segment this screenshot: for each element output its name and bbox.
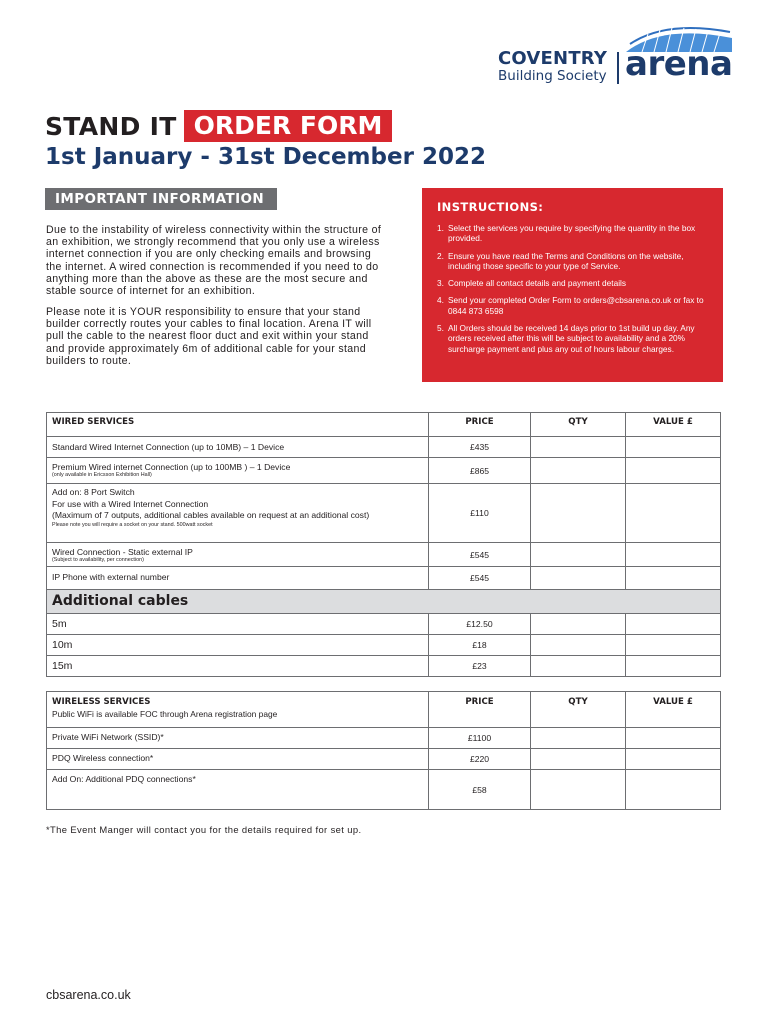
wireless-public-wifi-note: Public WiFi is available FOC through Arena registration page <box>52 709 278 719</box>
instructions-list <box>437 223 709 354</box>
value-column-header: VALUE £ <box>626 692 721 728</box>
price-column-header: PRICE <box>429 413 531 437</box>
service-price: £110 <box>429 484 531 543</box>
instructions-box <box>422 188 723 382</box>
table-row <box>47 770 721 810</box>
additional-cables-heading: Additional cables <box>47 590 721 614</box>
wired-header-row <box>47 413 721 437</box>
value-cell[interactable] <box>626 543 721 567</box>
table-row <box>47 749 721 770</box>
qty-cell[interactable] <box>531 567 626 590</box>
value-cell[interactable] <box>626 770 721 810</box>
footer-website: cbsarena.co.uk <box>46 988 131 1002</box>
important-info-paragraph-2: Please note it is YOUR responsibility to ensure that your stand builder correctly routes your cables to final location. Arena IT will pull the cable to the nearest floor duct and exit within your stand and provide approximately 6m of additional cable for your stand builders to route. <box>46 306 372 367</box>
qty-column-header: QTY <box>531 692 626 728</box>
value-column-header: VALUE £ <box>626 413 721 437</box>
service-price: £220 <box>429 749 531 770</box>
value-cell[interactable] <box>626 635 721 656</box>
title-order-form: ORDER FORM <box>184 110 393 142</box>
important-info-paragraph-1: Due to the instability of wireless connectivity within the structure of an exhibition, we strongly recommend that you only use a wireless internet connection if you are only checking emails and browsing the internet. A wired connection is recommended if you need to do anything more than the above as these are the most secure and stable source of internet for an exhibition. <box>46 224 382 298</box>
qty-cell[interactable] <box>531 635 626 656</box>
logo-building-society-text: Building Society <box>498 68 607 84</box>
wired-services-table <box>46 412 721 677</box>
qty-cell[interactable] <box>531 458 626 484</box>
qty-cell[interactable] <box>531 749 626 770</box>
qty-cell[interactable] <box>531 614 626 635</box>
qty-cell[interactable] <box>531 484 626 543</box>
wired-services-heading: WIRED SERVICES <box>47 413 429 437</box>
wireless-services-heading: WIRELESS SERVICES <box>52 697 151 707</box>
service-description: IP Phone with external number <box>47 567 429 590</box>
important-info-heading: IMPORTANT INFORMATION <box>45 188 277 210</box>
table-row <box>47 437 721 458</box>
cable-length: 10m <box>47 635 429 656</box>
qty-cell[interactable] <box>531 770 626 810</box>
logo-coventry-text: COVENTRY <box>498 48 608 69</box>
title-stand-it: STAND IT <box>45 111 177 141</box>
table-row <box>47 656 721 677</box>
value-cell[interactable] <box>626 656 721 677</box>
date-range: 1st January - 31st December 2022 <box>45 144 486 170</box>
value-cell[interactable] <box>626 437 721 458</box>
instruction-item: 5. All Orders should be received 14 days prior to 1st build up day. Any orders received after this will be subject to availability and a 20% surcharge payment and plus any out of hours labour charges. <box>437 323 695 354</box>
cable-length: 5m <box>47 614 429 635</box>
price-column-header: PRICE <box>429 692 531 728</box>
service-price: £1100 <box>429 728 531 749</box>
wireless-heading-cell <box>47 692 429 728</box>
service-price: £435 <box>429 437 531 458</box>
cable-length: 15m <box>47 656 429 677</box>
service-note: (Subject to availability, per connection) <box>52 557 144 563</box>
value-cell[interactable] <box>626 484 721 543</box>
service-price: £865 <box>429 458 531 484</box>
value-cell[interactable] <box>626 728 721 749</box>
cable-price: £12.50 <box>429 614 531 635</box>
service-note: (only available in Ericsson Exhibition Hall) <box>52 472 152 478</box>
table-row <box>47 543 721 567</box>
instruction-item: 2. Ensure you have read the Terms and Conditions on the website, including those specific to your type of Service. <box>437 250 684 271</box>
service-description: PDQ Wireless connection* <box>47 749 429 770</box>
logo-divider <box>617 52 619 84</box>
cable-price: £23 <box>429 656 531 677</box>
instruction-item: 3. Complete all contact details and payment details <box>437 278 627 289</box>
logo <box>498 22 736 86</box>
instruction-item: 1. Select the services you require by specifying the quantity in the box provided. <box>437 223 696 244</box>
qty-cell[interactable] <box>531 656 626 677</box>
table-row <box>47 567 721 590</box>
service-description: Wired Connection - Static external IP (Subject to availability, per connection) <box>47 543 429 567</box>
table-row <box>47 614 721 635</box>
service-price: £545 <box>429 543 531 567</box>
qty-cell[interactable] <box>531 543 626 567</box>
value-cell[interactable] <box>626 458 721 484</box>
qty-cell[interactable] <box>531 728 626 749</box>
service-note: Please note you will require a socket on your stand. 500watt socket <box>52 521 213 528</box>
service-description: Private WiFi Network (SSID)* <box>47 728 429 749</box>
qty-cell[interactable] <box>531 437 626 458</box>
table-row <box>47 728 721 749</box>
service-description: Add On: Additional PDQ connections* <box>47 770 429 810</box>
cable-price: £18 <box>429 635 531 656</box>
table-row <box>47 458 721 484</box>
service-price: £58 <box>429 770 531 810</box>
value-cell[interactable] <box>626 749 721 770</box>
value-cell[interactable] <box>626 567 721 590</box>
value-cell[interactable] <box>626 614 721 635</box>
service-description: Add on: 8 Port Switch For use with a Wired Internet Connection (Maximum of 7 outputs, additional cables available on request at an additional cost) Please note you will require a socket on your stand. 500watt socket <box>47 484 429 543</box>
wireless-header-row <box>47 692 721 728</box>
table-row <box>47 635 721 656</box>
service-price: £545 <box>429 567 531 590</box>
instruction-item: 4. Send your completed Order Form to orders@cbsarena.co.uk or fax to 0844 873 6598 <box>437 295 704 316</box>
table-row <box>47 484 721 543</box>
instructions-heading: INSTRUCTIONS: <box>437 200 544 214</box>
footnote: *The Event Manger will contact you for the details required for set up. <box>46 824 362 835</box>
service-description: Standard Wired Internet Connection (up to 10MB) – 1 Device <box>47 437 429 458</box>
additional-cables-row <box>47 590 721 614</box>
page-title <box>45 110 392 142</box>
logo-arena-text: arena <box>625 44 733 84</box>
wireless-services-table <box>46 691 721 810</box>
service-description: Premium Wired internet Connection (up to 100MB ) – 1 Device (only available in Ericsson Exhibition Hall) <box>47 458 429 484</box>
qty-column-header: QTY <box>531 413 626 437</box>
